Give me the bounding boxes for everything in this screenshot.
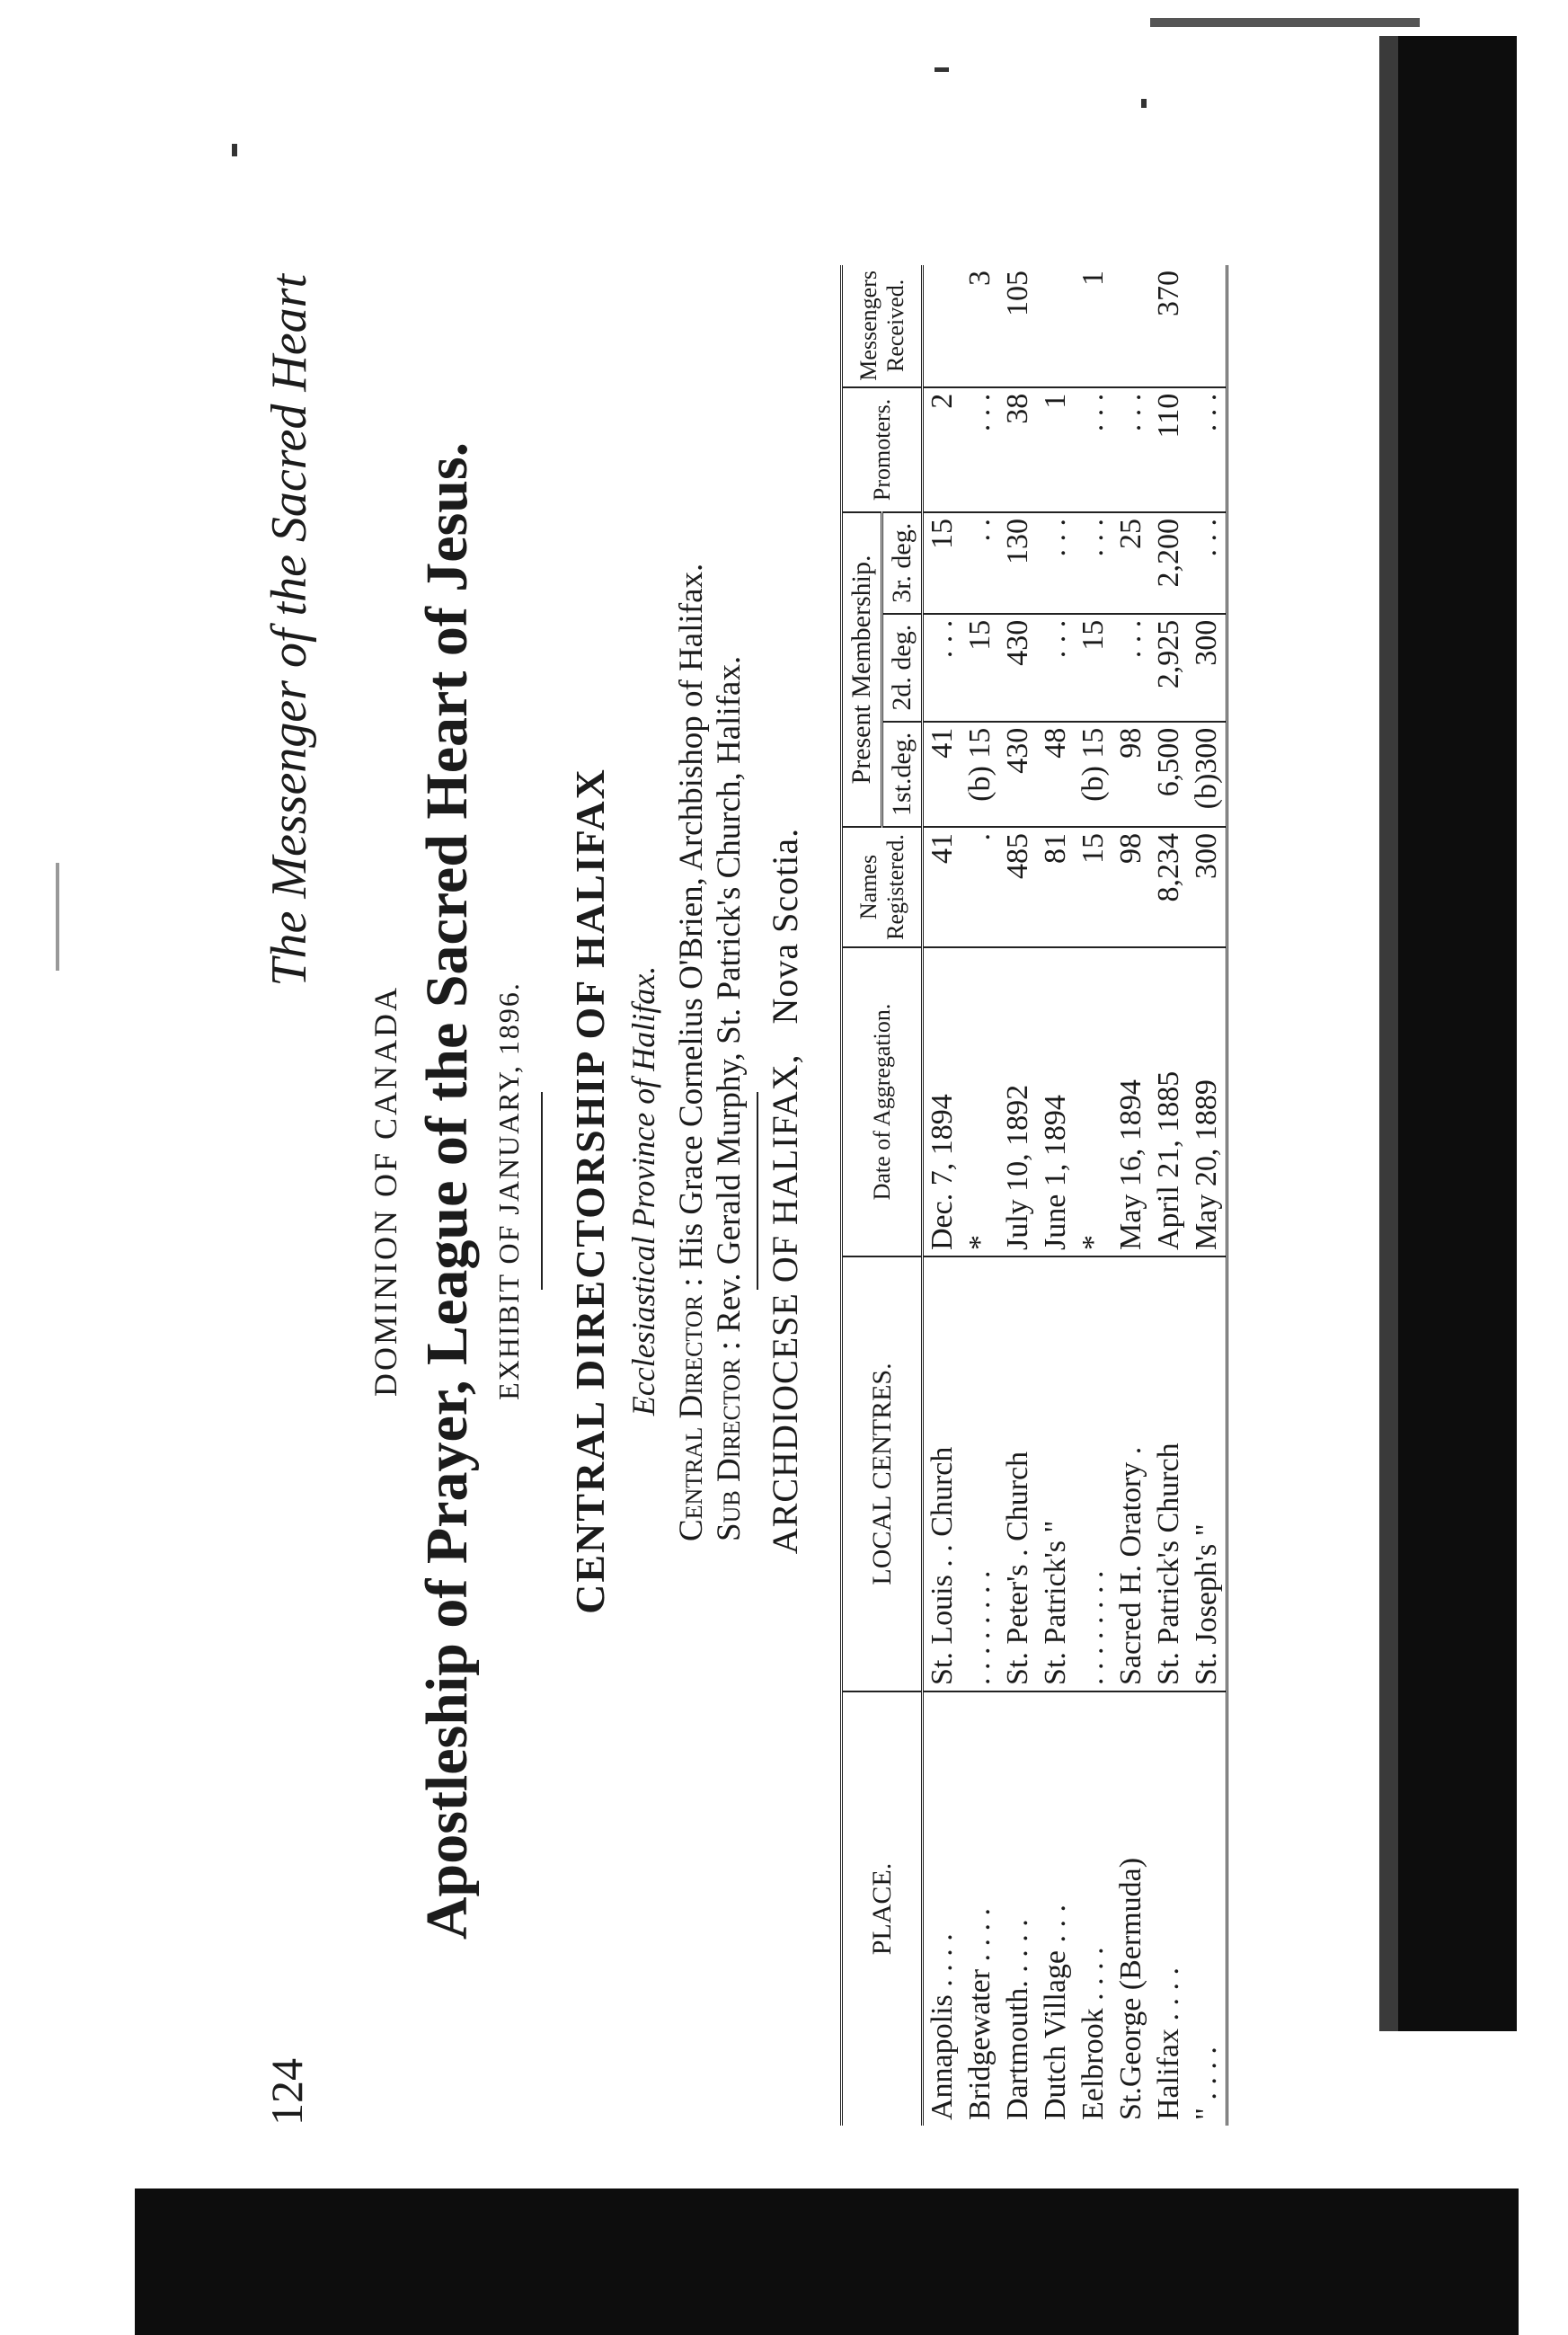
table-cell-date: * <box>961 947 999 1256</box>
table-cell-place: Dartmouth. . . . . <box>999 1691 1037 2126</box>
table-cell-date: * <box>1075 947 1112 1256</box>
table-cell-promoters: 38 <box>999 387 1037 512</box>
sub-director-label: Sub Director : <box>711 1341 748 1541</box>
table-cell-names: 15 <box>1075 827 1112 947</box>
page-number: 124 <box>261 2058 312 2126</box>
table-cell-messengers: 370 <box>1152 271 1185 316</box>
table-cell-date: Dec. 7, 1894 <box>923 947 962 1256</box>
table-cell-place: Eelbrook . . . . <box>1075 1691 1112 2126</box>
table-cell-names: 300 <box>1188 827 1227 947</box>
archdiocese-name: ARCHDIOCESE OF HALIFAX, <box>765 1053 805 1555</box>
divider <box>757 1092 758 1290</box>
table-cell-deg1: 6,500 <box>1150 722 1188 827</box>
table-row <box>1112 265 1150 2126</box>
table-cell-promoters: 110 <box>1150 387 1188 512</box>
table-cell-deg2: 15 <box>961 614 999 722</box>
table-cell-promoters: . . . <box>1112 387 1150 512</box>
table-cell-deg1: 48 <box>1037 722 1075 827</box>
table-cell-messengers <box>1188 265 1227 387</box>
table-cell-centre: St. Peter's . Church <box>999 1256 1037 1691</box>
table-cell-place: Dutch Village . . . <box>1037 1691 1075 2126</box>
table-cell-names: 81 <box>1037 827 1075 947</box>
table-cell-place: Annapolis . . . . <box>923 1691 962 2126</box>
table-cell-names: 8,234 <box>1150 827 1188 947</box>
sub-director-line <box>710 656 749 1541</box>
table-cell-deg1: (b)300 <box>1188 722 1227 827</box>
rotated-page <box>261 256 1366 2126</box>
table-cell-centre: St. Joseph's " <box>1188 1256 1227 1691</box>
col-names: Names Registered. <box>842 827 923 947</box>
col-deg1: 1st.deg. <box>882 722 923 827</box>
table-row <box>1037 265 1075 2126</box>
table-cell-promoters: . . . <box>1188 387 1227 512</box>
table-cell-centre: St. Patrick's " <box>1037 1256 1075 1691</box>
table-cell-centre: St. Louis . . Church <box>923 1256 962 1691</box>
dominion-heading: DOMINION OF CANADA <box>368 985 403 1397</box>
table-cell-date: July 10, 1892 <box>999 947 1037 1256</box>
table-cell-date: April 21, 1885 <box>1150 947 1188 1256</box>
table-cell-names: 98 <box>1112 827 1150 947</box>
col-deg3: 3r. deg. <box>882 512 923 614</box>
table-cell-date: May 20, 1889 <box>1188 947 1227 1256</box>
table-cell-deg1: 98 <box>1112 722 1150 827</box>
table-cell-messengers: 1 <box>1076 271 1110 286</box>
table-row <box>1075 265 1112 2126</box>
running-head <box>261 256 317 2126</box>
table-cell-deg3: 130 <box>999 512 1037 614</box>
table-row <box>1150 265 1188 2126</box>
exhibit-line: EXHIBIT OF JANUARY, 1896. <box>492 981 525 1400</box>
table-cell-deg2: . . . <box>923 614 962 722</box>
table-cell-messengers <box>1112 265 1150 387</box>
col-local-centres: LOCAL CENTRES. <box>842 1256 923 1691</box>
scan-speck <box>56 863 59 971</box>
col-date: Date of Aggregation. <box>842 947 923 1256</box>
table-cell-names: 485 <box>999 827 1037 947</box>
col-place: PLACE. <box>842 1691 923 2126</box>
table-cell-names: . <box>961 827 999 947</box>
table-cell-messengers: 3 <box>963 271 997 286</box>
table-cell-deg2: . . . <box>1112 614 1150 722</box>
scan-edge-bottom <box>135 2189 1519 2335</box>
col-messengers: Messengers Received. <box>842 265 923 387</box>
central-director-line <box>672 564 711 1541</box>
table-row <box>999 265 1037 2126</box>
table-cell-deg3: . . . <box>1037 512 1075 614</box>
table-row <box>923 265 962 2126</box>
table-cell-deg2: 2,925 <box>1150 614 1188 722</box>
table-cell-deg2: 15 <box>1075 614 1112 722</box>
table-cell-place: Bridgewater . . . . <box>961 1691 999 2126</box>
table-cell-promoters: 1 <box>1037 387 1075 512</box>
table-cell-promoters: 2 <box>923 387 962 512</box>
table-cell-centre: . . . . . . . . <box>1075 1256 1112 1691</box>
table-cell-promoters: . . . <box>961 387 999 512</box>
table-cell-deg3: . . . <box>1075 512 1112 614</box>
table-cell-deg2: . . . <box>1037 614 1075 722</box>
archdiocese-heading <box>764 256 806 2126</box>
table-cell-deg3: 15 <box>923 512 962 614</box>
table-cell-date: May 16, 1894 <box>1112 947 1150 1256</box>
scan-speck <box>232 144 237 156</box>
membership-table <box>840 265 1228 2126</box>
table-cell-deg1: (b) 15 <box>961 722 999 827</box>
divider <box>541 1092 543 1290</box>
table-cell-deg3: 25 <box>1112 512 1150 614</box>
table-cell-deg1: 41 <box>923 722 962 827</box>
main-title: Apostleship of Prayer, League of the Sacred Heart of Jesus. <box>414 441 480 1940</box>
table-cell-date: June 1, 1894 <box>1037 947 1075 1256</box>
col-promoters: Promoters. <box>842 387 923 512</box>
table-cell-deg2: 300 <box>1188 614 1227 722</box>
table-cell-deg3: . . . <box>1188 512 1227 614</box>
col-present-membership: Present Membership. <box>842 512 882 827</box>
archdiocese-region: Nova Scotia. <box>765 827 805 1025</box>
province-line: Ecclesiastical Province of Halifax. <box>625 965 661 1416</box>
table-cell-place: St.George (Bermuda) <box>1112 1691 1150 2126</box>
central-director-name: His Grace Cornelius O'Brien, Archbishop of Halifax. <box>673 563 710 1270</box>
table-cell-centre: Sacred H. Oratory . <box>1112 1256 1150 1691</box>
table-cell-deg3: 2,200 <box>1150 512 1188 614</box>
table-cell-place: Halifax . . . . <box>1150 1691 1188 2126</box>
table-row <box>961 265 999 2126</box>
table-cell-names: 41 <box>923 827 962 947</box>
table-cell-deg2: 430 <box>999 614 1037 722</box>
table-header-row <box>842 265 882 2126</box>
table-row <box>1188 265 1227 2126</box>
central-director-label: Central Director : <box>673 1277 710 1541</box>
table-cell-messengers <box>923 265 962 387</box>
central-directorship-heading: CENTRAL DIRECTORSHIP OF HALIFAX <box>567 768 613 1614</box>
running-title: The Messenger of the Sacred Heart <box>261 274 317 987</box>
table-cell-messengers: 105 <box>1001 271 1034 316</box>
table-cell-centre: St. Patrick's Church <box>1150 1256 1188 1691</box>
scan-edge-top <box>1150 18 1420 27</box>
scan-speck <box>1141 99 1147 108</box>
table-cell-messengers <box>1037 265 1075 387</box>
table-cell-deg1: (b) 15 <box>1075 722 1112 827</box>
table-cell-deg1: 430 <box>999 722 1037 827</box>
sub-director-name: Rev. Gerald Murphy, St. Patrick's Church, Halifax. <box>711 655 748 1333</box>
table-cell-deg3: . . <box>961 512 999 614</box>
table-cell-promoters: . . . <box>1075 387 1112 512</box>
scan-speck <box>935 67 949 72</box>
table-cell-centre: . . . . . . . . <box>961 1256 999 1691</box>
col-deg2: 2d. deg. <box>882 614 923 722</box>
scan-edge-right <box>1398 36 1517 2031</box>
table-cell-place: " . . . . <box>1188 1691 1227 2126</box>
